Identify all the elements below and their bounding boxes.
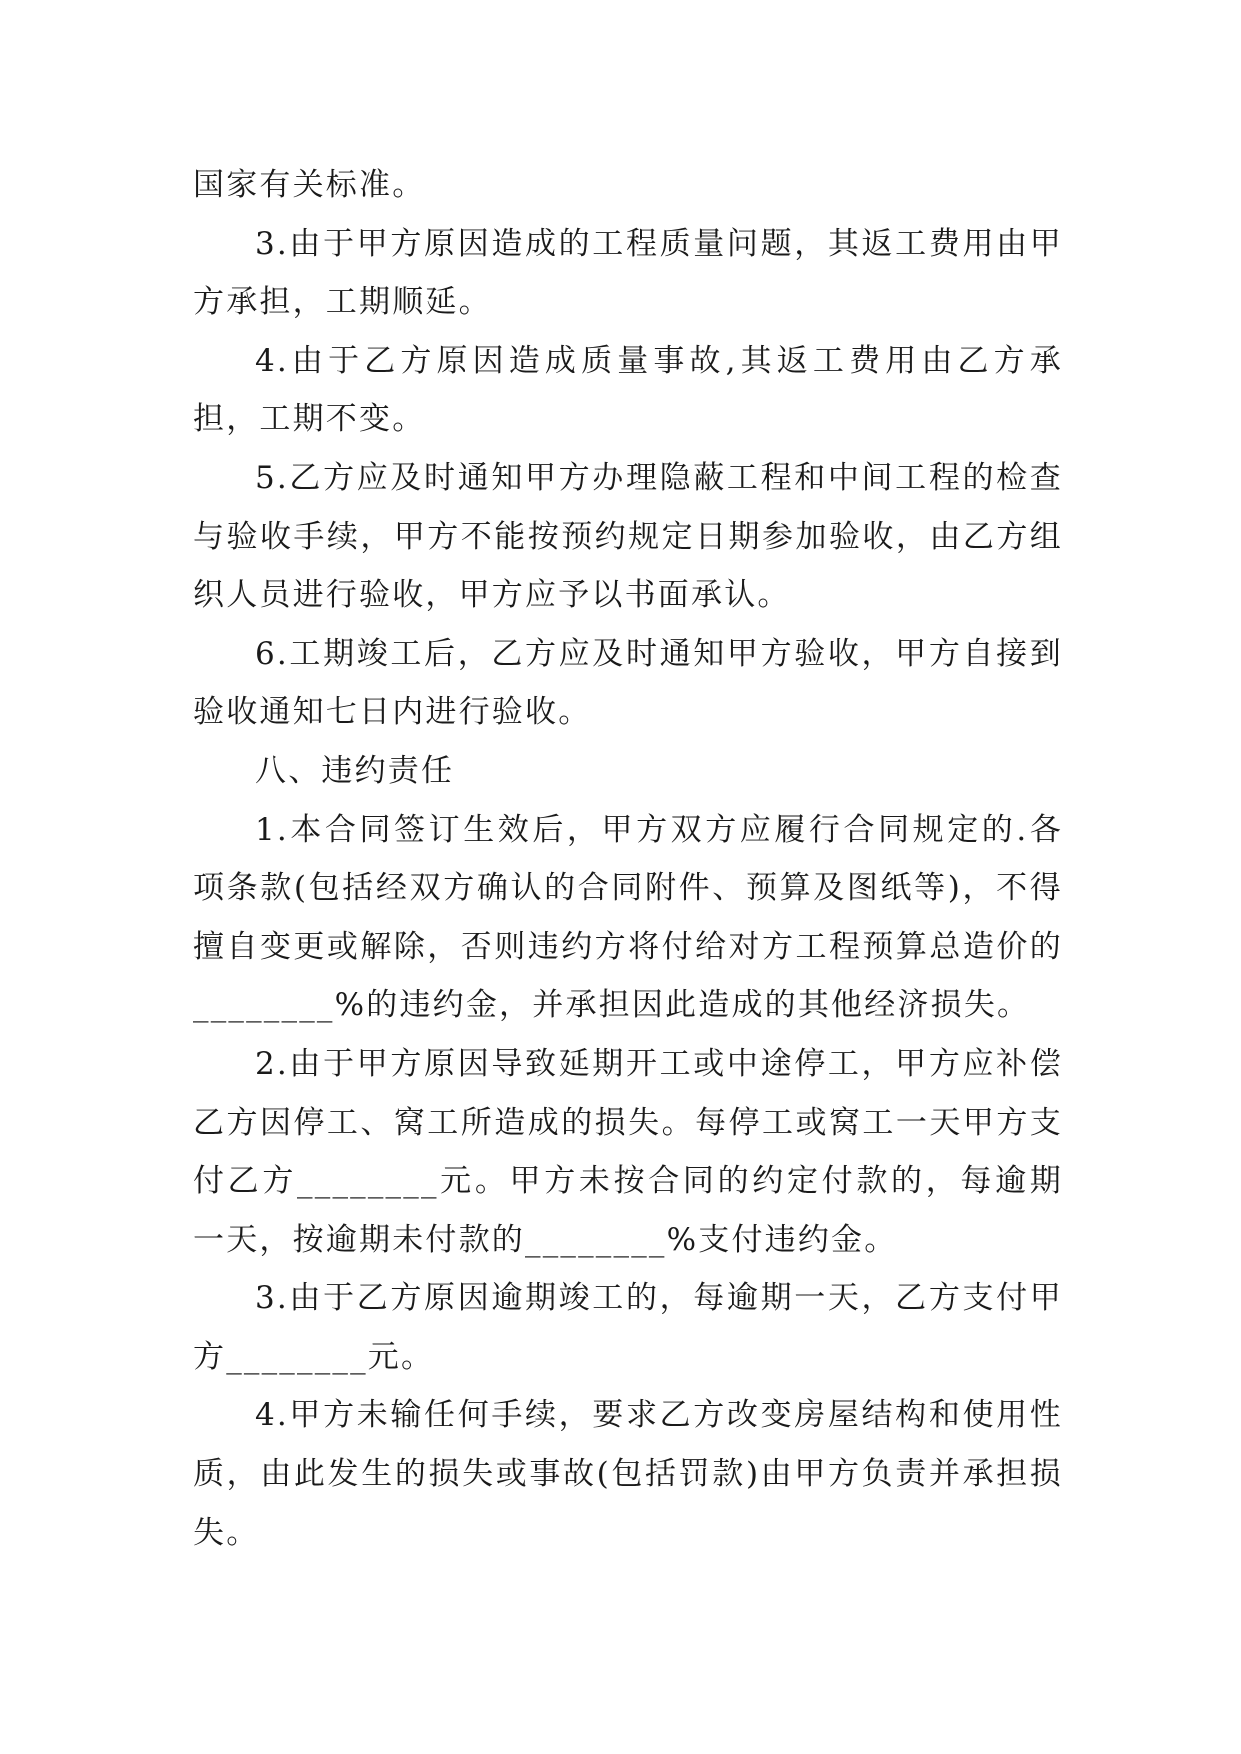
paragraph: 2.由于甲方原因导致延期开工或中途停工，甲方应补偿乙方因停工、窝工所造成的损失。每停工或窝工一天甲方支付乙方________元。甲方未按合同的约定付款的，每逾期一天，按逾期未付款的________%支付违约金。 [193, 1045, 1063, 1258]
section-heading: 八、违约责任 [255, 752, 455, 789]
paragraph: 4.甲方未输任何手续，要求乙方改变房屋结构和使用性质，由此发生的损失或事故(包括罚款)由甲方负责并承担损失。 [193, 1397, 1063, 1551]
paragraph: 6.工期竣工后，乙方应及时通知甲方验收，甲方自接到验收通知七日内进行验收。 [193, 635, 1063, 731]
paragraph: 1.本合同签订生效后，甲方双方应履行合同规定的.各项条款(包括经双方确认的合同附件、预算及图纸等)，不得擅自变更或解除，否则违约方将付给对方工程预算总造价的________%的违约金，并承担因此造成的其他经济损失。 [193, 811, 1063, 1024]
paragraph: 5.乙方应及时通知甲方办理隐蔽工程和中间工程的检查与验收手续，甲方不能按预约规定日期参加验收，由乙方组织人员进行验收，甲方应予以书面承认。 [193, 459, 1063, 614]
paragraph: 3.由于乙方原因逾期竣工的，每逾期一天，乙方支付甲方________元。 [193, 1280, 1063, 1375]
paragraph: 4.由于乙方原因造成质量事故,其返工费用由乙方承担，工期不变。 [193, 342, 1063, 438]
document-body [193, 156, 1063, 1562]
paragraph: 国家有关标准。 [193, 167, 426, 203]
paragraph: 3.由于甲方原因造成的工程质量问题，其返工费用由甲方承担，工期顺延。 [193, 225, 1063, 321]
